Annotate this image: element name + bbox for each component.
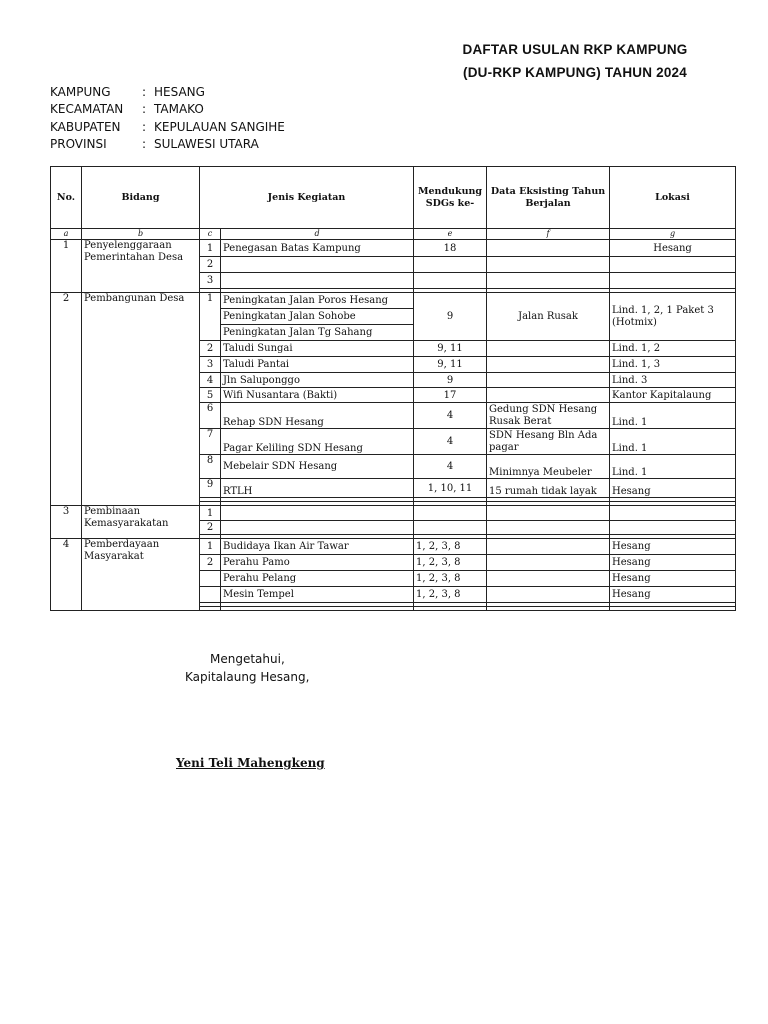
identity-label: KABUPATEN [50,119,121,134]
item-kegiatan: Peningkatan Jalan Tg Sahang [221,325,414,341]
item-kegiatan: Budidaya Ikan Air Tawar [221,539,414,555]
item-sdgs: 4 [414,403,487,429]
acknowledgement-text: Mengetahui, [210,652,285,666]
identity-row-kecamatan [50,101,285,118]
item-data-eksisting: 15 rumah tidak layak [487,479,610,498]
identity-label: PROVINSI [50,137,107,152]
item-lokasi: Lind. 1 [610,429,736,455]
item-number: 8 [200,455,221,479]
table-header-row [51,167,736,229]
item-number: 5 [200,388,221,403]
item-number: 9 [200,479,221,498]
item-data-eksisting [487,341,610,357]
group-bidang: Pembinaan Kemasyarakatan [82,506,200,539]
item-number [200,587,221,603]
table-row [51,506,736,521]
identity-block [50,84,285,154]
item-number: 2 [200,341,221,357]
item-lokasi: Lind. 1, 3 [610,357,736,373]
header-no: No. [51,167,82,229]
column-letter: g [610,229,736,240]
item-kegiatan: Penegasan Batas Kampung [221,240,414,257]
item-lokasi: Kantor Kapitalaung [610,388,736,403]
item-sdgs [414,506,487,521]
header-bidang: Bidang [82,167,200,229]
item-kegiatan: Pagar Keliling SDN Hesang [221,429,414,455]
item-sdgs: 1, 10, 11 [414,479,487,498]
identity-value: SULAWESI UTARA [154,137,259,152]
column-letter: b [82,229,200,240]
item-sdgs [414,257,487,273]
item-kegiatan: Mesin Tempel [221,587,414,603]
group-bidang: Pemberdayaan Masyarakat [82,539,200,611]
item-data-eksisting: SDN Hesang Bln Ada pagar [487,429,610,455]
item-number: 1 [200,293,221,341]
group-number: 3 [51,506,82,539]
item-kegiatan: Perahu Pelang [221,571,414,587]
table-row [51,293,736,309]
item-data-eksisting: Gedung SDN Hesang Rusak Berat [487,403,610,429]
item-kegiatan: Taludi Sungai [221,341,414,357]
item-sdgs [414,273,487,289]
item-sdgs: 1, 2, 3, 8 [414,555,487,571]
item-lokasi: Lind. 1, 2, 1 Paket 3 (Hotmix) [610,293,736,341]
rkp-proposal-table [50,166,736,611]
column-letter: c [200,229,221,240]
column-letter: a [51,229,82,240]
identity-value: TAMAKO [154,102,204,117]
item-lokasi: Lind. 1 [610,455,736,479]
item-sdgs [414,521,487,535]
item-data-eksisting [487,587,610,603]
identity-row-kampung [50,84,285,101]
table-row [51,539,736,555]
item-lokasi: Hesang [610,479,736,498]
item-number: 1 [200,539,221,555]
item-sdgs: 9, 11 [414,357,487,373]
item-data-eksisting [487,240,610,257]
item-lokasi [610,506,736,521]
item-kegiatan: Rehap SDN Hesang [221,403,414,429]
item-data-eksisting [487,357,610,373]
document-title-line2: (DU-RKP KAMPUNG) TAHUN 2024 [463,65,687,80]
item-data-eksisting [487,571,610,587]
identity-value: HESANG [154,85,205,99]
group-number: 4 [51,539,82,611]
item-kegiatan: Perahu Pamo [221,555,414,571]
item-lokasi: Lind. 1, 2 [610,341,736,357]
item-number: 1 [200,240,221,257]
item-sdgs: 18 [414,240,487,257]
item-kegiatan: Mebelair SDN Hesang [221,455,414,479]
item-kegiatan: Wifi Nusantara (Bakti) [221,388,414,403]
signatory-position: Kapitalaung Hesang, [185,670,310,684]
item-kegiatan: Jln Saluponggo [221,373,414,388]
identity-separator: : [142,102,147,117]
item-data-eksisting [487,521,610,535]
identity-row-provinsi [50,136,285,153]
column-letter-row [51,229,736,240]
item-data-eksisting [487,373,610,388]
group-bidang: Pembangunan Desa [82,293,200,506]
item-sdgs: 4 [414,429,487,455]
item-lokasi: Hesang [610,240,736,257]
item-number: 2 [200,257,221,273]
item-number [200,571,221,587]
column-letter: f [487,229,610,240]
header-jenis-kegiatan: Jenis Kegiatan [200,167,414,229]
header-data-eksisting: Data Eksisting Tahun Berjalan [487,167,610,229]
item-sdgs: 9 [414,373,487,388]
item-lokasi: Hesang [610,555,736,571]
table-row [51,240,736,257]
identity-separator: : [142,119,147,134]
identity-label: KECAMATAN [50,102,124,117]
identity-value: KEPULAUAN SANGIHE [154,119,285,134]
identity-row-kabupaten [50,119,285,136]
item-number: 2 [200,555,221,571]
item-data-eksisting: Jalan Rusak [487,293,610,341]
item-sdgs: 1, 2, 3, 8 [414,539,487,555]
item-lokasi: Hesang [610,571,736,587]
identity-separator: : [142,137,147,152]
item-kegiatan: Peningkatan Jalan Sohobe [221,309,414,325]
header-sdgs: Mendukung SDGs ke- [414,167,487,229]
item-kegiatan [221,506,414,521]
item-data-eksisting [487,257,610,273]
item-kegiatan: Taludi Pantai [221,357,414,373]
item-lokasi: Hesang [610,539,736,555]
item-sdgs: 9, 11 [414,341,487,357]
item-data-eksisting [487,555,610,571]
item-number: 7 [200,429,221,455]
column-letter: e [414,229,487,240]
group-number: 2 [51,293,82,506]
item-data-eksisting [487,539,610,555]
item-kegiatan: RTLH [221,479,414,498]
item-lokasi [610,257,736,273]
item-data-eksisting [487,273,610,289]
item-sdgs: 9 [414,293,487,341]
item-sdgs: 4 [414,455,487,479]
item-kegiatan [221,521,414,535]
group-bidang: Penyelenggaraan Pemerintahan Desa [82,240,200,293]
item-data-eksisting [487,506,610,521]
item-data-eksisting: Minimnya Meubeler [487,455,610,479]
item-lokasi [610,273,736,289]
item-kegiatan [221,273,414,289]
header-lokasi: Lokasi [610,167,736,229]
item-number: 2 [200,521,221,535]
document-title-line1: DAFTAR USULAN RKP KAMPUNG [462,42,688,57]
identity-label: KAMPUNG [50,85,111,99]
item-sdgs: 1, 2, 3, 8 [414,587,487,603]
item-data-eksisting [487,388,610,403]
item-kegiatan [221,257,414,273]
item-sdgs: 1, 2, 3, 8 [414,571,487,587]
signatory-name: Yeni Teli Mahengkeng [176,756,325,770]
item-number: 3 [200,273,221,289]
item-lokasi: Lind. 3 [610,373,736,388]
item-lokasi: Lind. 1 [610,403,736,429]
item-number: 3 [200,357,221,373]
item-number: 1 [200,506,221,521]
item-number: 6 [200,403,221,429]
item-lokasi [610,521,736,535]
group-number: 1 [51,240,82,293]
item-sdgs: 17 [414,388,487,403]
column-letter: d [221,229,414,240]
item-number: 4 [200,373,221,388]
identity-separator: : [142,85,147,99]
item-kegiatan: Peningkatan Jalan Poros Hesang [221,293,414,309]
item-lokasi: Hesang [610,587,736,603]
